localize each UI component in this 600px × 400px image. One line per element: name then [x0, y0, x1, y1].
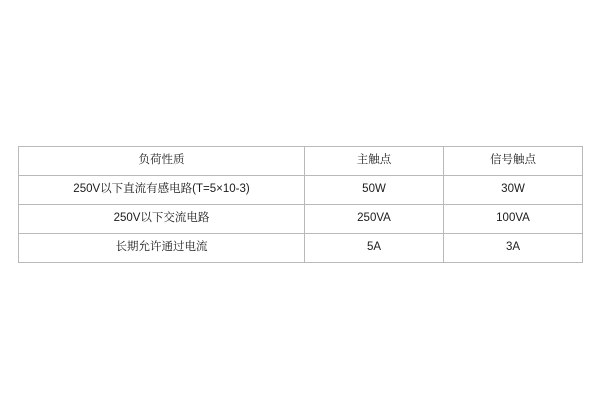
table-cell: 5A: [305, 234, 444, 263]
table-cell: 100VA: [444, 205, 583, 234]
table-cell: 30W: [444, 176, 583, 205]
table-cell: 3A: [444, 234, 583, 263]
table-header-row: [19, 147, 583, 176]
table-row: [19, 176, 583, 205]
table-cell: 250V以下交流电路: [19, 205, 305, 234]
table-cell: 长期允许通过电流: [19, 234, 305, 263]
table-cell: 250V以下直流有感电路(T=5×10-3): [19, 176, 305, 205]
table-header-cell: 主触点: [305, 147, 444, 176]
table-header-cell: 信号触点: [444, 147, 583, 176]
table-cell: 250VA: [305, 205, 444, 234]
table-header-cell: 负荷性质: [19, 147, 305, 176]
table-row: [19, 234, 583, 263]
table-row: [19, 205, 583, 234]
contact-capacity-table: [18, 146, 583, 263]
spec-table-container: [18, 146, 582, 263]
table-cell: 50W: [305, 176, 444, 205]
